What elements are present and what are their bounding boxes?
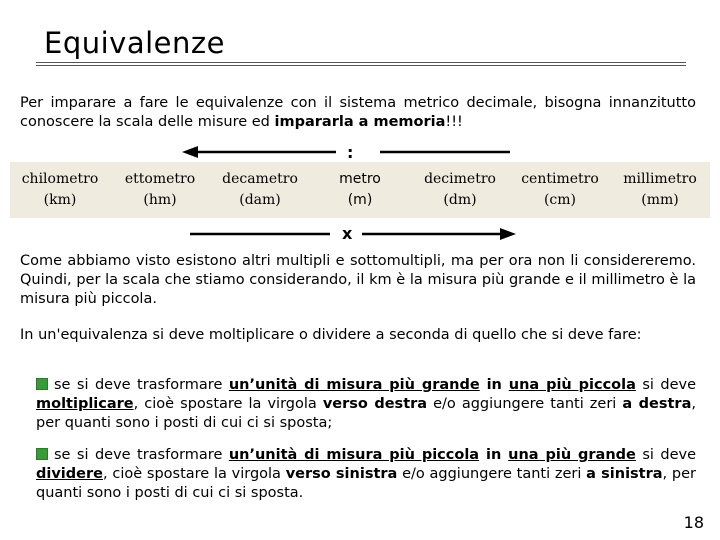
page-title: Equivalenze <box>44 26 225 60</box>
bullet-icon <box>36 448 48 460</box>
unit-km: chilometro (km) <box>21 171 99 208</box>
unit-mm: millimetro (mm) <box>623 171 697 208</box>
paragraph-2: Come abbiamo visto esistono altri multipli e sottomultipli, ma per ora non li considereremo. Quindi, per la scala che stiamo considerando, il km è la misura più grande e il millimetro è la misura più piccola. <box>20 253 696 307</box>
multiply-symbol: x <box>342 224 353 243</box>
paragraph-3: In un'equivalenza si deve moltiplicare o dividere a seconda di quello che si deve fare: <box>20 327 642 343</box>
multiply-arrow <box>190 228 516 240</box>
unit-dam: decametro (dam) <box>222 171 298 208</box>
bullet-divide: se si deve trasformare un’unità di misura più piccola in una più grande si deve dividere, cioè spostare la virgola verso sinistra e/o aggiungere tanti zeri a sinistra, per quanti sono i posti di cui ci si sposta. <box>36 447 696 501</box>
bullet-multiply: se si deve trasformare un’unità di misura più grande in una più piccola si deve moltiplicare, cioè spostare la virgola verso destra e/o aggiungere tanti zeri a destra, per quanti sono i posti di cui ci si sposta; <box>36 377 696 431</box>
unit-dm: decimetro (dm) <box>424 171 496 208</box>
unit-cm: centimetro (cm) <box>521 171 599 208</box>
intro-text: Per imparare a fare le equivalenze con il sistema metrico decimale, bisogna innanzitutto conoscere la scala delle misure ed <box>20 95 696 130</box>
unit-m: metro (m) <box>339 171 381 208</box>
bullet-icon <box>36 378 48 390</box>
intro-bold: impararla a memoria <box>274 114 446 130</box>
divide-symbol: : <box>347 143 354 162</box>
unit-hm: ettometro (hm) <box>124 171 196 208</box>
intro-end: !!! <box>445 114 463 130</box>
divide-arrow <box>182 146 510 158</box>
page-number: 18 <box>683 513 704 532</box>
units-scale <box>10 162 710 218</box>
